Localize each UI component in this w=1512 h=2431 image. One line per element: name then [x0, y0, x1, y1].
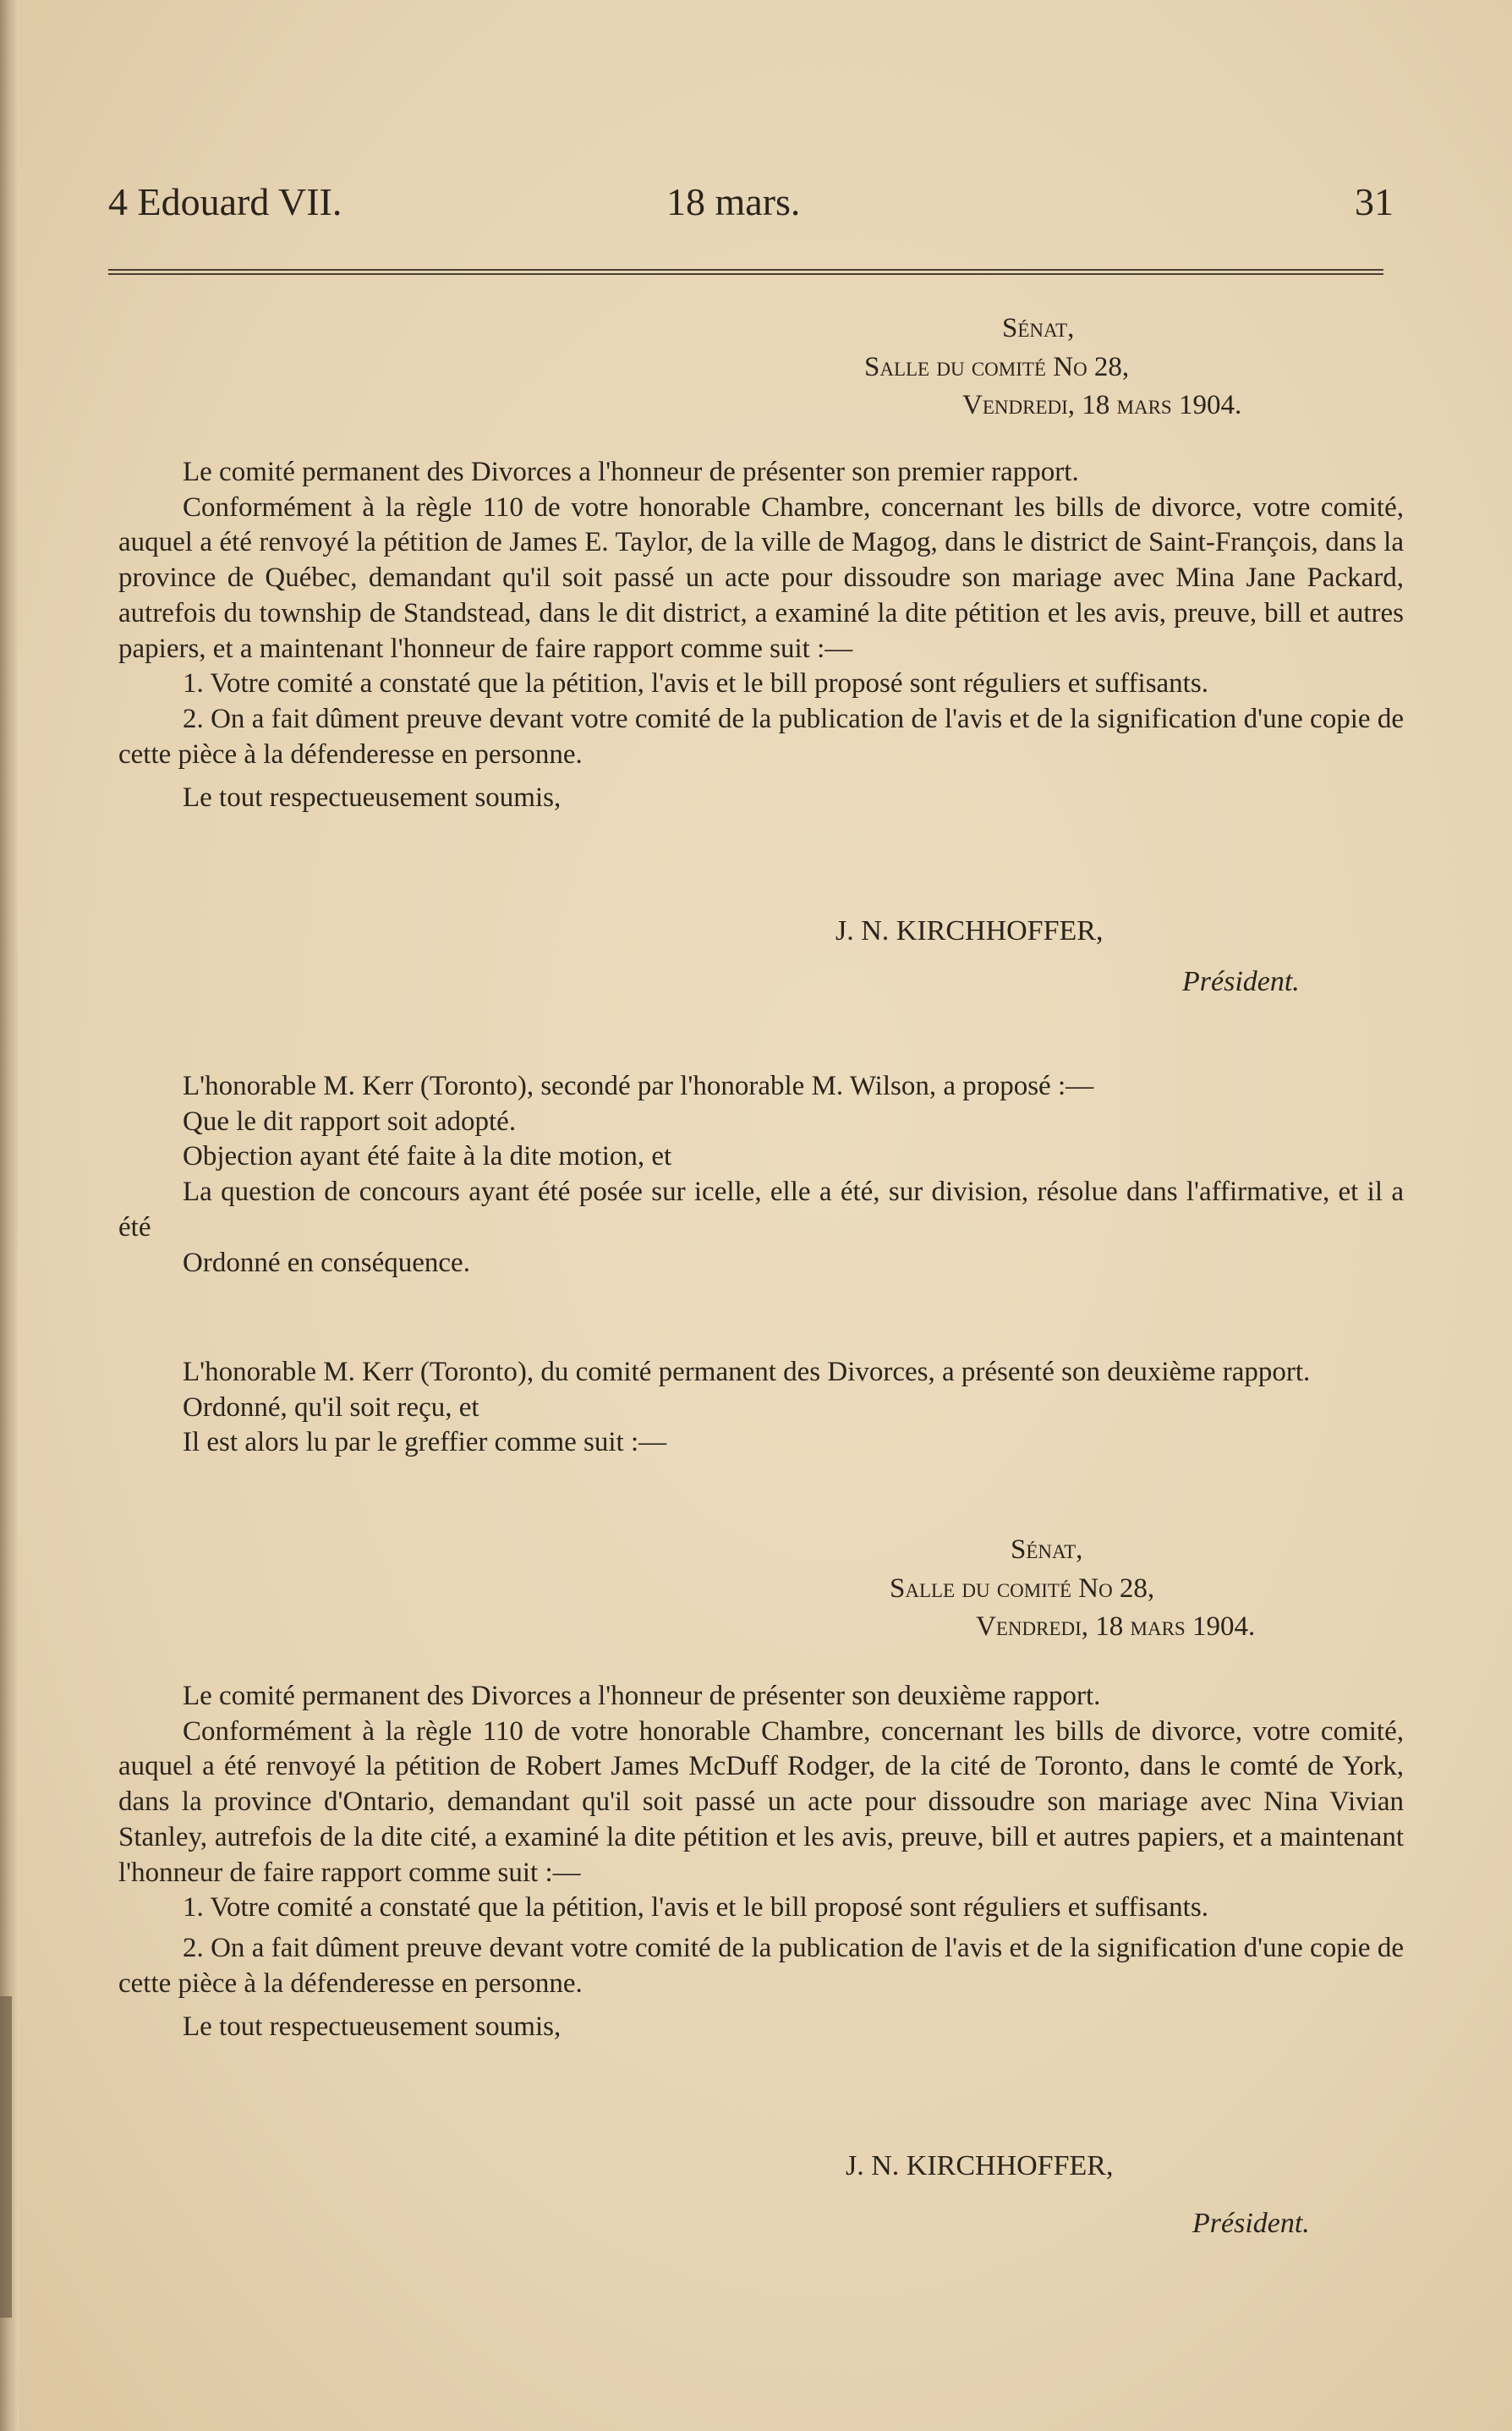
report1-intro: Le comité permanent des Divorces a l'honneur de présenter son premier rapport. [183, 457, 1079, 487]
motion-line: L'honorable M. Kerr (Toronto), secondé par l'honorable M. Wilson, a proposé :— [183, 1071, 1094, 1101]
report2-signature: J. N. KIRCHHOFFER, [846, 2150, 1114, 2181]
heading-date: Vendredi, 18 mars 1904. [976, 1611, 1256, 1643]
report1-closing: Le tout respectueusement soumis, [183, 782, 562, 814]
report2-body [118, 1679, 1404, 2045]
report1-main: Conformément à la règle 110 de votre honorable Chambre, concernant les bills de divorce, votre comité, auquel a été renvoyé la pétition de James E. Taylor, de la ville de Magog, dans le district de Saint-François, dans la province de Québec, demandant qu'il soit passé un acte pour dissoudre son mariage avec Mina Jane Packard, autrefois du township de Standstead, dans le dit district, a examiné la dite pétition et les avis, preuve, bill et autres papiers, et a maintenant l'honneur de faire rapport comme suit :— [118, 491, 1404, 664]
report1-body [118, 455, 1404, 816]
presentation-block [118, 1355, 1404, 1461]
header-date: 18 mars. [666, 180, 801, 223]
report1-item1: 1. Votre comité a constaté que la pétition, l'avis et le bill proposé sont réguliers et suffisants. [183, 668, 1208, 700]
report2-item1: 1. Votre comité a constaté que la pétition, l'avis et le bill proposé sont réguliers et suffisants. [183, 1892, 1208, 1923]
heading-date: Vendredi, 18 mars 1904. [962, 390, 1242, 421]
motion-line: La question de concours ayant été posée sur icelle, elle a été, sur division, résolue dans l'affirmative, et il a été [118, 1177, 1404, 1243]
report2-heading [118, 1533, 1404, 1645]
report2-main: Conformément à la règle 110 de votre honorable Chambre, concernant les bills de divorce, votre comité, auquel a été renvoyé la pétition de Robert James McDuff Rodger, de la cité de Toronto, dans le comté de York, dans la province d'Ontario, demandant qu'il soit passé un acte pour dissoudre son mariage avec Nina Vivian Stanley, autrefois de la dite cité, a examiné la dite pétition et les avis, preuve, bill et autres papiers, et a maintenant l'honneur de faire rapport comme suit :— [118, 1715, 1404, 1888]
report2-item2: 2. On a fait dûment preuve devant votre comité de la publication de l'avis et de la signification d'une copie de cette pièce à la défenderesse en personne. [118, 1932, 1404, 1999]
report1-heading [118, 311, 1404, 424]
heading-senat: Sénat, [1011, 1534, 1083, 1565]
spine-shadow [0, 1996, 12, 2318]
running-header [108, 179, 1394, 239]
motion-block [118, 1069, 1404, 1281]
header-rule [108, 269, 1383, 277]
motion-line: Que le dit rapport soit adopté. [183, 1106, 517, 1137]
header-left: 4 Edouard VII. [108, 180, 342, 223]
presentation-line: Ordonné, qu'il soit reçu, et [183, 1391, 479, 1423]
motion-line: Ordonné en conséquence. [183, 1247, 470, 1278]
heading-salle: Salle du comité No 28, [890, 1572, 1155, 1604]
report1-signature-title: Président. [1182, 966, 1300, 997]
heading-salle: Salle du comité No 28, [864, 351, 1130, 382]
report2-signature-title: Président. [1192, 2208, 1310, 2239]
report2-closing: Le tout respectueusement soumis, [183, 2011, 562, 2043]
presentation-line: L'honorable M. Kerr (Toronto), du comité permanent des Divorces, a présenté son deuxième rapport. [183, 1357, 1311, 1387]
heading-senat: Sénat, [1002, 313, 1075, 343]
motion-line: Objection ayant été faite à la dite motion, et [183, 1141, 672, 1172]
presentation-line: Il est alors lu par le greffier comme suit :— [183, 1427, 667, 1458]
page-number: 31 [1355, 180, 1394, 223]
report1-signature: J. N. KIRCHHOFFER, [835, 915, 1104, 947]
report2-intro: Le comité permanent des Divorces a l'honneur de présenter son deuxième rapport. [183, 1681, 1101, 1711]
report1-item2: 2. On a fait dûment preuve devant votre comité de la publication de l'avis et de la signification d'une copie de cette pièce à la défenderesse en personne. [118, 703, 1404, 770]
